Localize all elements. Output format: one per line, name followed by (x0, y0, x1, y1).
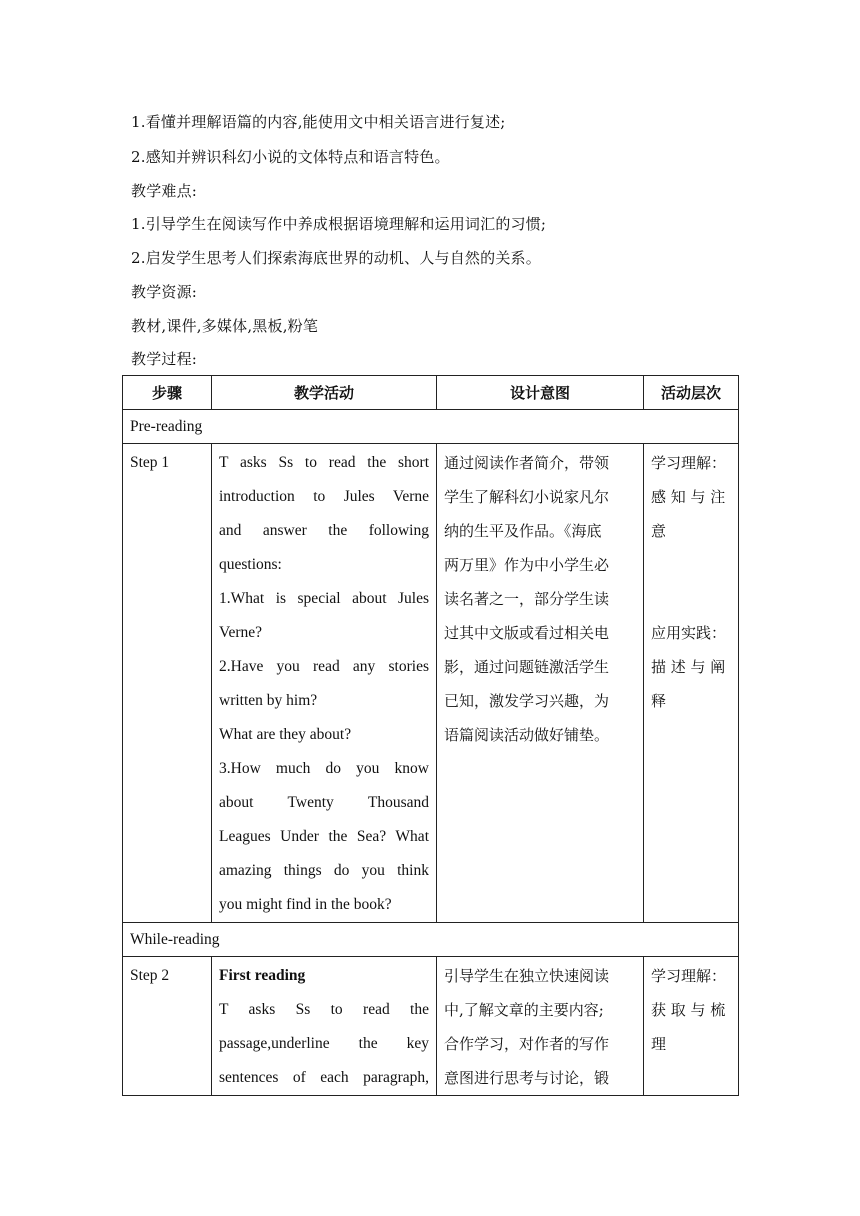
table-row-step-1 (123, 444, 739, 923)
step-2-intent (437, 957, 644, 1096)
activity-line: T asks Ss to read the short (219, 454, 429, 471)
activity-line: about Twenty Thousand (219, 794, 429, 811)
level-spacer (651, 548, 731, 616)
activity-line: written by him? (219, 692, 318, 709)
activity-line: you might find in the book? (219, 896, 392, 913)
difficulty-line-2: 2.启发学生思考人们探索海底世界的动机、人与自然的关系。 (131, 249, 541, 267)
level-line: 学习理解： (651, 454, 727, 472)
activity-line: T asks Ss to read the (219, 1001, 429, 1018)
activity-line: sentences of each paragraph, (219, 1069, 429, 1086)
level-line: 获 取 与 梳 (651, 1001, 726, 1019)
goal-line-2: 2.感知并辨识科幻小说的文体特点和语言特色。 (131, 148, 450, 166)
step-2-level (644, 957, 739, 1096)
activity-line: and answer the following (219, 522, 429, 539)
intent-line: 两万里》作为中小学生必 (444, 556, 610, 574)
process-heading: 教学过程: (131, 350, 198, 368)
activity-line: questions: (219, 556, 282, 573)
intent-line: 已知，激发学习兴趣，为 (444, 692, 610, 710)
resources-text: 教材,课件,多媒体,黑板,粉笔 (131, 317, 319, 335)
intent-line: 中,了解文章的主要内容; (444, 1001, 604, 1019)
activity-line: introduction to Jules Verne (219, 488, 429, 505)
intent-line: 语篇阅读活动做好铺垫。 (444, 726, 610, 744)
step-1-intent (437, 444, 644, 923)
intent-line: 过其中文版或看过相关电 (444, 624, 610, 642)
step-2-label: Step 2 (130, 967, 170, 984)
activity-line: 1.What is special about Jules (219, 590, 429, 607)
difficulty-line-1: 1.引导学生在阅读写作中养成根据语境理解和运用词汇的习惯; (131, 215, 547, 233)
level-line: 感 知 与 注 (651, 488, 726, 506)
header-intent: 设计意图 (437, 376, 644, 410)
intent-line: 引导学生在独立快速阅读 (444, 967, 610, 985)
activity-line: 3.How much do you know (219, 760, 429, 777)
section-while-reading: While-reading (123, 923, 739, 957)
activity-line: Verne? (219, 624, 263, 641)
level-line: 理 (651, 1035, 667, 1053)
difficulty-heading: 教学难点: (131, 182, 198, 200)
section-row-while-reading (123, 923, 739, 957)
step-2-label-cell (123, 957, 212, 1096)
activity-line: passage,underline the key (219, 1035, 429, 1052)
step-2-activity (212, 957, 437, 1096)
section-row-pre-reading (123, 410, 739, 444)
goal-line-1: 1.看懂并理解语篇的内容,能使用文中相关语言进行复述; (131, 113, 506, 131)
activity-line: amazing things do you think (219, 862, 429, 879)
intent-line: 合作学习，对作者的写作 (444, 1035, 610, 1053)
intent-line: 纳的生平及作品。《海底 (444, 522, 602, 540)
step-1-label-cell (123, 444, 212, 923)
intent-line: 影，通过问题链激活学生 (444, 658, 610, 676)
level-line: 应用实践： (651, 624, 727, 642)
level-line: 释 (651, 692, 667, 710)
intent-line: 意图进行思考与讨论，锻 (444, 1069, 610, 1087)
step-1-label: Step 1 (130, 454, 170, 471)
section-pre-reading: Pre-reading (123, 410, 739, 444)
header-level: 活动层次 (644, 376, 739, 410)
lesson-process-table (122, 375, 739, 1096)
intent-line: 通过阅读作者简介，带领 (444, 454, 610, 472)
activity-line: What are they about? (219, 726, 352, 743)
activity-line: Leagues Under the Sea? What (219, 828, 429, 845)
step-1-activity (212, 444, 437, 923)
intent-line: 读名著之一，部分学生读 (444, 590, 610, 608)
step-1-level (644, 444, 739, 923)
activity-line: 2.Have you read any stories (219, 658, 429, 675)
resources-heading: 教学资源: (131, 283, 198, 301)
table-row-step-2 (123, 957, 739, 1096)
header-activity: 教学活动 (212, 376, 437, 410)
level-line: 描 述 与 阐 (651, 658, 726, 676)
activity-title: First reading (219, 967, 306, 984)
header-step: 步骤 (123, 376, 212, 410)
intent-line: 学生了解科幻小说家凡尔 (444, 488, 610, 506)
level-line: 学习理解： (651, 967, 727, 985)
table-header-row (123, 376, 739, 410)
level-line: 意 (651, 522, 667, 540)
